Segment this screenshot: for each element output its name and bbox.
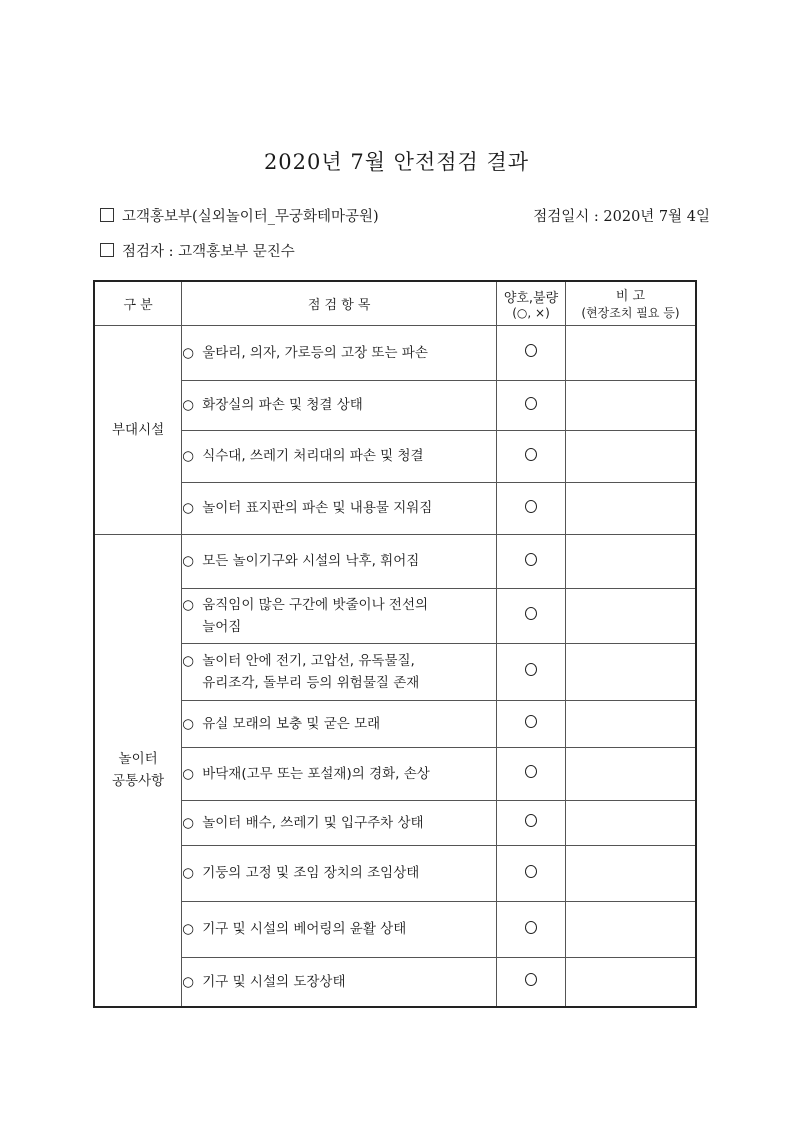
header-note-sub: (현장조치 필요 등) xyxy=(581,306,680,321)
table-row xyxy=(94,700,696,747)
check-item: ○ 놀이터 배수, 쓰레기 및 입구주차 상태 xyxy=(182,800,497,845)
header-result xyxy=(497,281,566,325)
handwritten-circle-icon xyxy=(525,397,537,410)
result-cell xyxy=(497,643,566,700)
table-row xyxy=(94,482,696,534)
check-item: ○ 놀이터 표지판의 파손 및 내용물 지워짐 xyxy=(182,482,497,534)
check-item: ○ 움직임이 많은 구간에 밧줄이나 전선의 늘어짐 xyxy=(182,588,497,643)
result-cell xyxy=(497,325,566,380)
header-result-label: 양호,불량 xyxy=(503,290,559,306)
note-cell xyxy=(565,700,696,747)
bullet-circle-icon: ○ xyxy=(182,344,194,361)
check-item: ○ 식수대, 쓰레기 처리대의 파손 및 청결 xyxy=(182,430,497,482)
checkbox-square-icon xyxy=(100,208,114,222)
bullet-circle-icon: ○ xyxy=(182,500,194,516)
handwritten-circle-icon xyxy=(525,663,537,676)
bullet-circle-icon: ○ xyxy=(182,553,194,569)
note-cell xyxy=(565,957,696,1007)
header-row xyxy=(94,281,696,325)
result-cell xyxy=(497,845,566,901)
handwritten-circle-icon xyxy=(525,765,537,778)
check-item: ○ 유실 모래의 보충 및 굳은 모래 xyxy=(182,700,497,747)
header-result-sub: (○, ×) xyxy=(512,305,550,320)
handwritten-circle-icon xyxy=(525,607,537,620)
note-cell xyxy=(565,482,696,534)
header-category: 구 분 xyxy=(94,281,182,325)
category-playground-common: 놀이터 공통사항 xyxy=(94,534,182,1007)
result-cell xyxy=(497,588,566,643)
check-item: ○ 울타리, 의자, 가로등의 고장 또는 파손 xyxy=(182,325,497,380)
result-cell xyxy=(497,800,566,845)
check-item: ○ 모든 놀이기구와 시설의 낙후, 휘어짐 xyxy=(182,534,497,588)
table-row xyxy=(94,901,696,957)
note-cell xyxy=(565,325,696,380)
table-row xyxy=(94,430,696,482)
result-cell xyxy=(497,380,566,430)
bullet-circle-icon: ○ xyxy=(182,652,194,669)
handwritten-circle-icon xyxy=(525,500,537,513)
inspector-line xyxy=(100,240,710,261)
bullet-circle-icon: ○ xyxy=(182,715,194,732)
department-text: 고객홍보부(실외놀이터_무궁화테마공원) xyxy=(122,209,379,225)
page-title: 2020년 7월 안전점검 결과 xyxy=(263,150,530,174)
result-cell xyxy=(497,700,566,747)
handwritten-circle-icon xyxy=(525,814,537,827)
check-item: ○ 바닥재(고무 또는 포설재)의 경화, 손상 xyxy=(182,747,497,800)
note-cell xyxy=(565,845,696,901)
table-row xyxy=(94,800,696,845)
handwritten-circle-icon xyxy=(525,715,537,728)
result-cell xyxy=(497,957,566,1007)
inspection-table xyxy=(93,280,697,1008)
category-facilities: 부대시설 xyxy=(94,325,182,534)
bullet-circle-icon: ○ xyxy=(182,448,194,464)
table-row xyxy=(94,325,696,380)
note-cell xyxy=(565,747,696,800)
bullet-circle-icon: ○ xyxy=(182,765,194,782)
inspector-text: 점검자 : 고객홍보부 문진수 xyxy=(122,244,295,260)
table-row xyxy=(94,588,696,643)
note-cell xyxy=(565,800,696,845)
check-item: ○ 기둥의 고정 및 조임 장치의 조임상태 xyxy=(182,845,497,901)
result-cell xyxy=(497,747,566,800)
table-row xyxy=(94,380,696,430)
handwritten-circle-icon xyxy=(525,973,537,986)
checkbox-square-icon xyxy=(100,243,114,257)
result-cell xyxy=(497,901,566,957)
note-cell xyxy=(565,534,696,588)
check-item: ○ 화장실의 파손 및 청결 상태 xyxy=(182,380,497,430)
table-row xyxy=(94,534,696,588)
bullet-circle-icon: ○ xyxy=(182,973,194,990)
header-note xyxy=(565,281,696,325)
note-cell xyxy=(565,588,696,643)
handwritten-circle-icon xyxy=(525,865,537,878)
result-cell xyxy=(497,430,566,482)
note-cell xyxy=(565,380,696,430)
check-item: ○ 놀이터 안에 전기, 고압선, 유독물질, 유리조각, 돌부리 등의 위험물질 존재 xyxy=(182,643,497,700)
note-cell xyxy=(565,643,696,700)
header-note-label: 비 고 xyxy=(615,289,646,305)
note-cell xyxy=(565,901,696,957)
bullet-circle-icon: ○ xyxy=(182,865,194,881)
bullet-circle-icon: ○ xyxy=(182,397,194,413)
handwritten-circle-icon xyxy=(525,344,537,357)
check-item: ○ 기구 및 시설의 베어링의 윤활 상태 xyxy=(182,901,497,957)
inspection-date: 점검일시 : 2020년 7월 4일 xyxy=(533,209,710,225)
header-item: 점 검 항 목 xyxy=(182,281,497,325)
handwritten-circle-icon xyxy=(525,448,537,461)
note-cell xyxy=(565,430,696,482)
table-row xyxy=(94,747,696,800)
result-cell xyxy=(497,482,566,534)
bullet-circle-icon: ○ xyxy=(182,921,194,937)
handwritten-circle-icon xyxy=(525,553,537,566)
department-line xyxy=(100,205,710,226)
bullet-circle-icon: ○ xyxy=(182,814,194,831)
check-item: ○ 기구 및 시설의 도장상태 xyxy=(182,957,497,1007)
result-cell xyxy=(497,534,566,588)
table-row xyxy=(94,845,696,901)
handwritten-circle-icon xyxy=(525,921,537,934)
bullet-circle-icon: ○ xyxy=(182,596,194,613)
table-row xyxy=(94,957,696,1007)
table-row xyxy=(94,643,696,700)
